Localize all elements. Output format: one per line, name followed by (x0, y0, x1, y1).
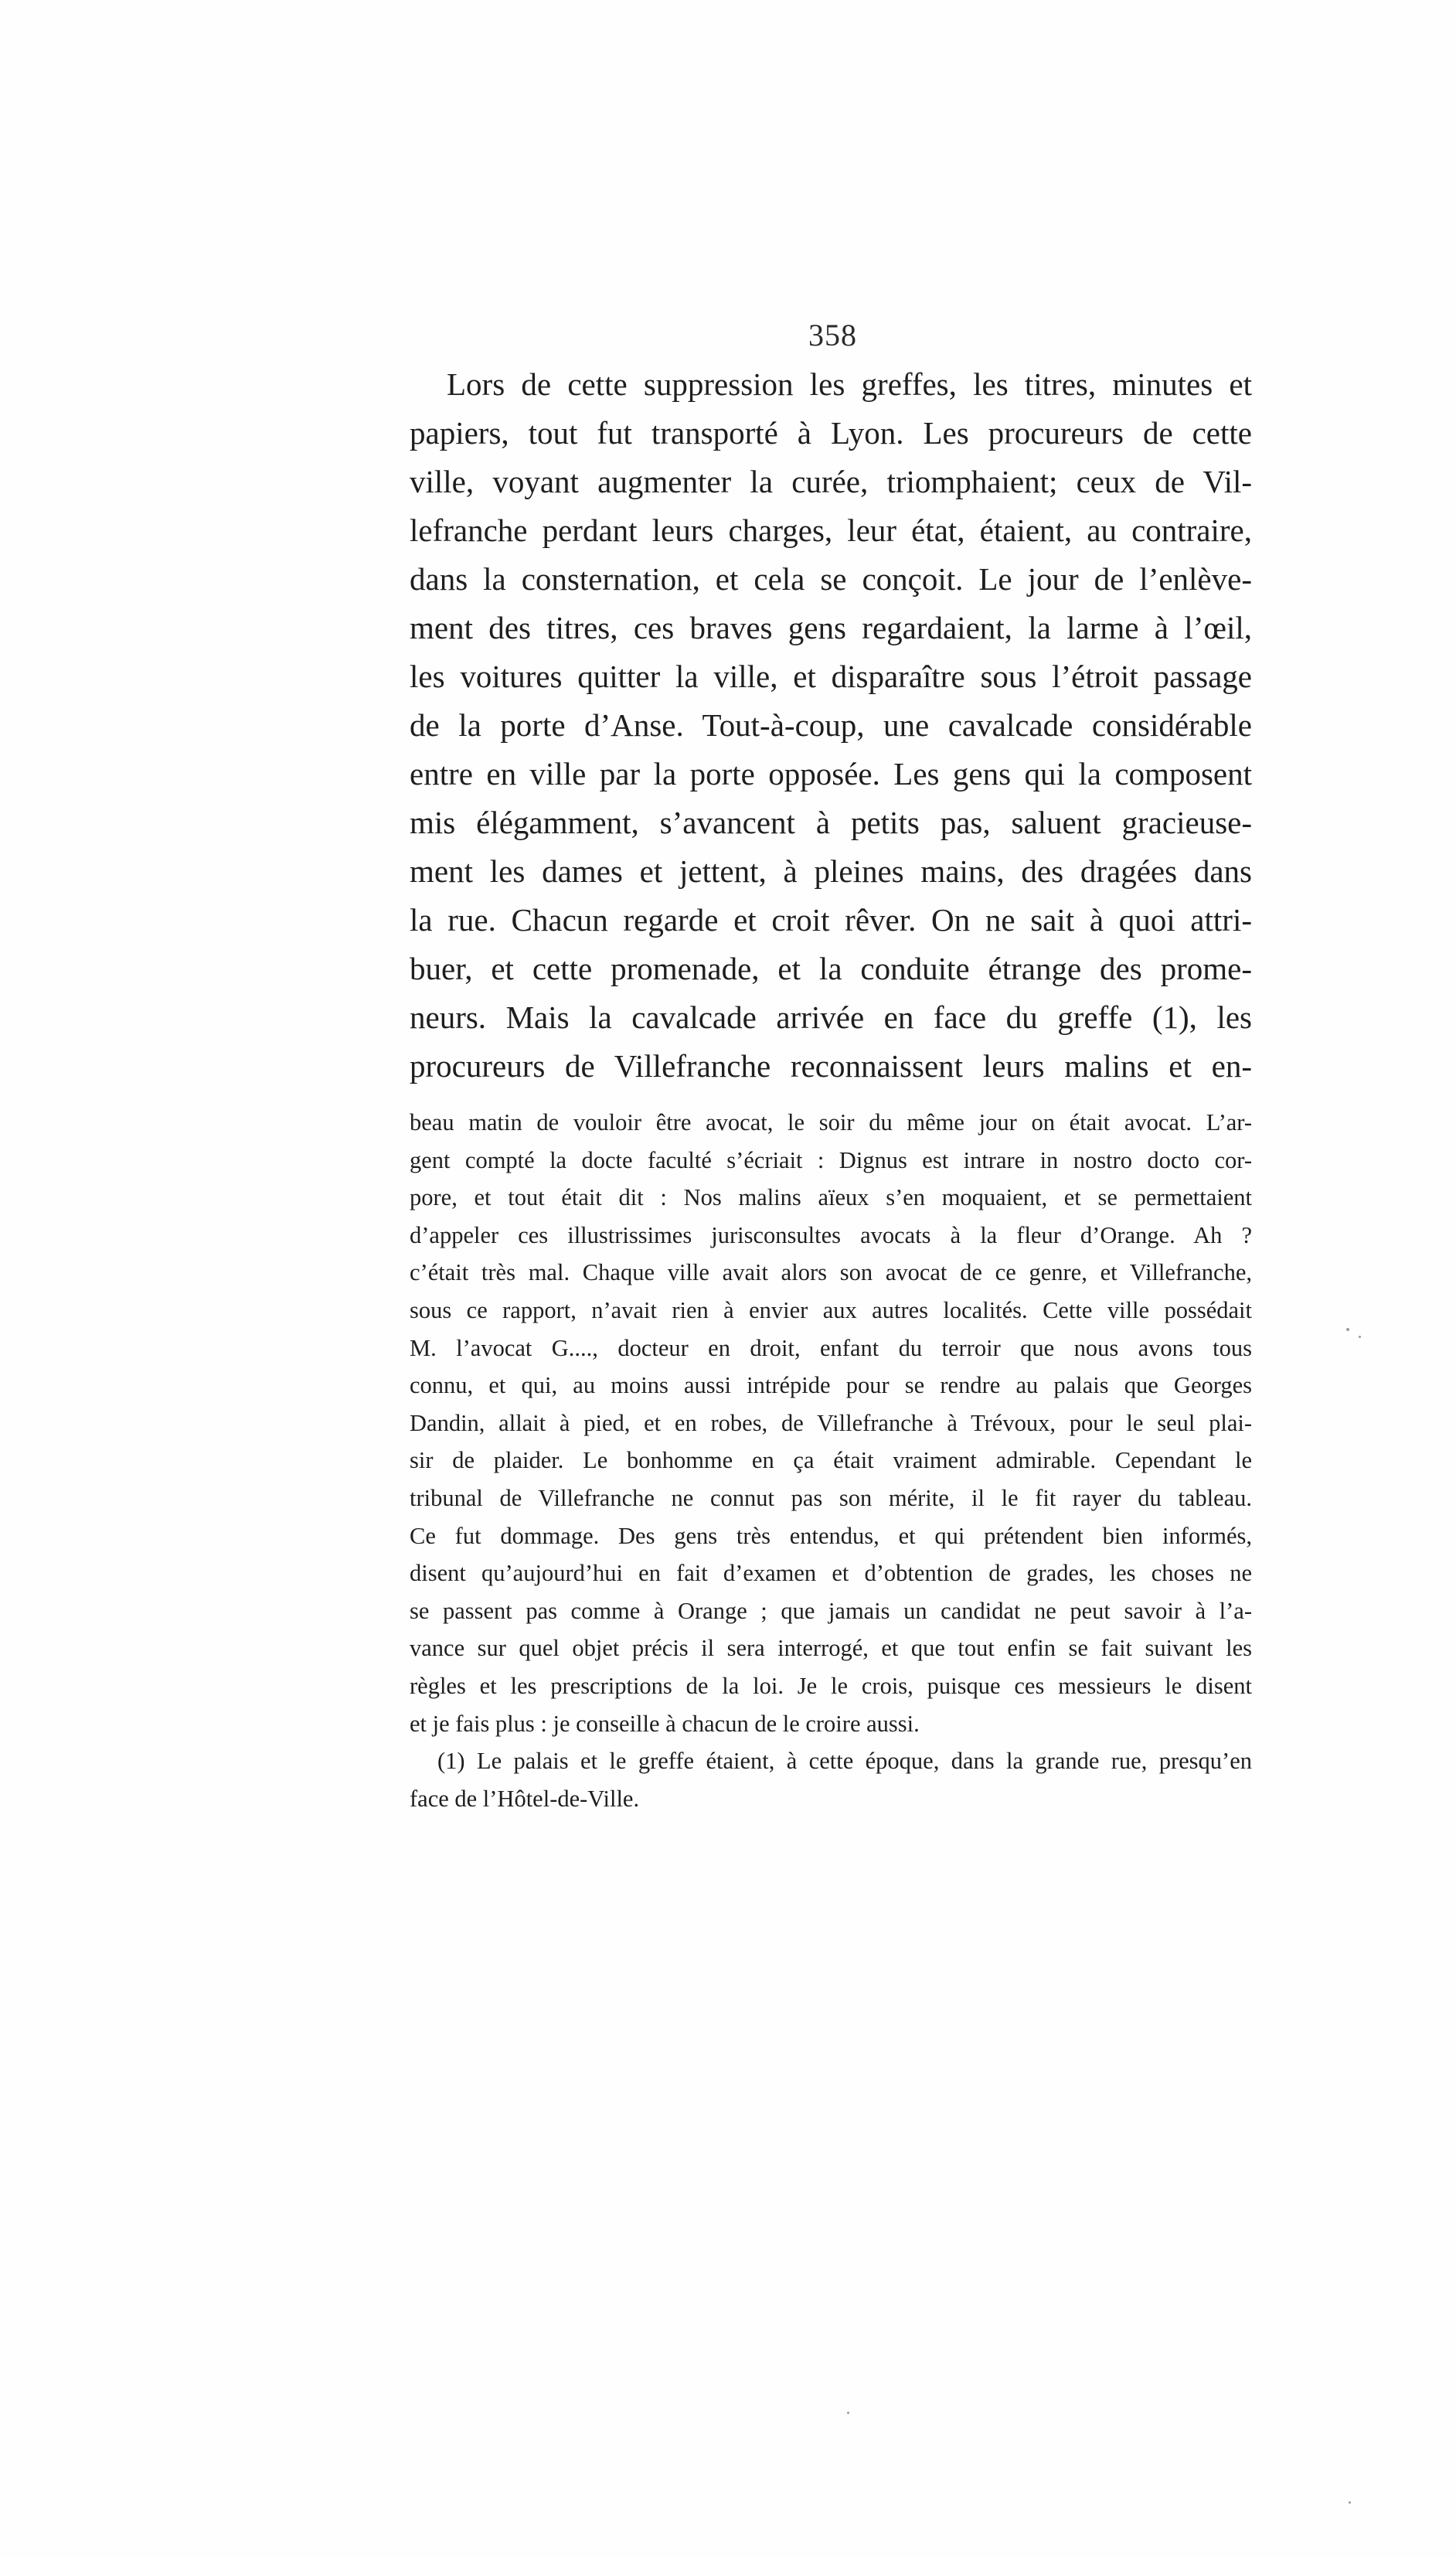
main-text-line: ville, voyant augmenter la curée, triomphaient; ceux de Vil- (410, 464, 1252, 499)
footnote-line: sous ce rapport, n’avait rien à envier aux autres localités. Cette ville possédait (410, 1296, 1252, 1323)
footnote-line: tribunal de Villefranche ne connut pas son mérite, il le fit rayer du tableau. (410, 1484, 1252, 1511)
footnote-line: règles et les prescriptions de la loi. Je le crois, puisque ces messieurs le disent (410, 1672, 1252, 1699)
main-text-line: ment des titres, ces braves gens regardaient, la larme à l’œil, (410, 610, 1252, 645)
main-text-line: procureurs de Villefranche reconnaissent leurs malins et en- (410, 1048, 1252, 1084)
footnotes-block (410, 1104, 1252, 1817)
main-text-line: buer, et cette promenade, et la conduite étrange des prome- (410, 951, 1252, 986)
main-text-line: Lors de cette suppression les greffes, les titres, minutes et (447, 366, 1252, 402)
main-text-line: les voitures quitter la ville, et disparaître sous l’étroit passage (410, 659, 1252, 694)
footnote-line: connu, et qui, au moins aussi intrépide pour se rendre au palais que Georges (410, 1372, 1252, 1399)
scan-speck (1359, 1336, 1361, 1338)
footnote-line: et je fais plus : je conseille à chacun de le croire aussi. (410, 1710, 920, 1737)
page-number: 358 (808, 318, 857, 352)
footnote-1-line: (1) Le palais et le greffe étaient, à cette époque, dans la grande rue, presqu’en (437, 1748, 1252, 1775)
footnote-line: Dandin, allait à pied, et en robes, de Villefranche à Trévoux, pour le seul plai- (410, 1409, 1252, 1436)
scan-speck (1349, 2501, 1351, 2504)
main-text-line: entre en ville par la porte opposée. Les gens qui la composent (410, 756, 1252, 792)
footnote-1-line: face de l’Hôtel-de-Ville. (410, 1785, 640, 1812)
footnote-line: gent compté la docte faculté s’écriait : Dignus est intrare in nostro docto cor- (410, 1146, 1252, 1173)
footnote-line: c’était très mal. Chaque ville avait alors son avocat de ce genre, et Villefranche, (410, 1259, 1252, 1286)
main-text-line: dans la consternation, et cela se conçoit. Le jour de l’enlève- (410, 561, 1252, 597)
footnote-line: disent qu’aujourd’hui en fait d’examen et d’obtention de grades, les choses ne (410, 1560, 1252, 1587)
footnote-line: d’appeler ces illustrissimes jurisconsultes avocats à la fleur d’Orange. Ah ? (410, 1221, 1252, 1248)
main-text-line: lefranche perdant leurs charges, leur état, étaient, au contraire, (410, 512, 1252, 548)
footnote-line: se passent pas comme à Orange ; que jamais un candidat ne peut savoir à l’a- (410, 1597, 1252, 1624)
main-text-line: mis élégamment, s’avancent à petits pas, saluent gracieuse- (410, 805, 1252, 840)
scan-speck (1346, 1328, 1349, 1331)
footnote-line: vance sur quel objet précis il sera interrogé, et que tout enfin se fait suivant les (410, 1635, 1252, 1662)
footnote-line: beau matin de vouloir être avocat, le soir du même jour on était avocat. L’ar- (410, 1109, 1252, 1135)
footnote-line: M. l’avocat G...., docteur en droit, enfant du terroir que nous avons tous (410, 1334, 1252, 1361)
footnote-line: pore, et tout était dit : Nos malins aïeux s’en moquaient, et se permettaient (410, 1184, 1252, 1211)
main-text-line: ment les dames et jettent, à pleines mains, des dragées dans (410, 853, 1252, 889)
scan-speck (847, 2412, 849, 2414)
main-text-block (410, 360, 1252, 1091)
main-text-line: papiers, tout fut transporté à Lyon. Les procureurs de cette (410, 415, 1252, 451)
main-text-line: neurs. Mais la cavalcade arrivée en face du greffe (1), les (410, 999, 1252, 1035)
main-text-line: de la porte d’Anse. Tout-à-coup, une cavalcade considérable (410, 707, 1252, 743)
footnote-line: Ce fut dommage. Des gens très entendus, et qui prétendent bien informés, (410, 1522, 1252, 1549)
main-text-line: la rue. Chacun regarde et croit rêver. On ne sait à quoi attri- (410, 902, 1252, 938)
footnote-line: sir de plaider. Le bonhomme en ça était vraiment admirable. Cependant le (410, 1447, 1252, 1474)
